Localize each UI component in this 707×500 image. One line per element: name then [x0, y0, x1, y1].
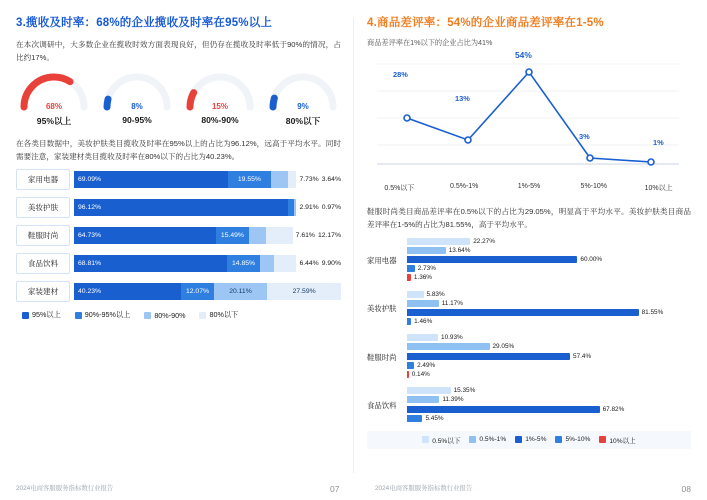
- x-tick-label: 1%-5%: [517, 183, 541, 190]
- category-label: 家装建材: [16, 281, 70, 302]
- segment-value: 2.91%: [299, 204, 319, 212]
- left-paragraph-1: 在本次调研中，大多数企业在揽收时效方面表现良好，但仍存在揽收及时率低于90%的情况，占比约17%。: [16, 40, 341, 63]
- bar-value: 29.05%: [492, 343, 515, 351]
- bar-segment: [74, 283, 181, 300]
- data-label: 1%: [653, 138, 664, 147]
- category-label: 食品饮料: [367, 401, 397, 411]
- segment-value: 19.55%: [237, 176, 261, 184]
- bar: [407, 291, 691, 298]
- line-chart-x-axis: [367, 183, 691, 193]
- stacked-row: [16, 253, 341, 274]
- segment-value: 0.97%: [321, 204, 341, 212]
- segment-value: 64.73%: [78, 232, 102, 240]
- bar: [407, 274, 691, 281]
- bar-value: 57.4%: [573, 352, 592, 360]
- gauge-label: 90-95%: [122, 114, 152, 125]
- bar-value: 5.45%: [425, 414, 444, 422]
- grouped-category: [367, 387, 691, 424]
- right-section-title: 4.商品差评率：54%的企业商品差评率在1-5%: [367, 17, 604, 29]
- legend-item: [599, 435, 635, 445]
- bar-segment: [74, 255, 227, 272]
- stacked-row: [16, 197, 341, 218]
- gauge-group: [16, 73, 341, 127]
- legend-swatch-icon: [422, 436, 429, 443]
- legend-label: 1%-5%: [525, 436, 547, 444]
- stacked-row: [16, 169, 341, 190]
- bar-segment: [288, 171, 296, 188]
- bar-value: 1.36%: [413, 274, 432, 282]
- segment-value: 40.23%: [78, 288, 102, 296]
- segment-value: 27.59%: [292, 288, 316, 296]
- segment-value: 12.07%: [185, 288, 210, 296]
- bar-value: 2.49%: [417, 361, 436, 369]
- segment-value: 7.73%: [299, 176, 319, 184]
- right-column: [353, 0, 707, 500]
- bar-segment: [74, 227, 216, 244]
- legend-swatch-icon: [75, 312, 82, 319]
- legend-item: [555, 436, 590, 443]
- gauge-value: 15%: [211, 101, 228, 111]
- footer-left-page: 07: [330, 484, 340, 494]
- category-label: 家用电器: [16, 169, 70, 190]
- bar-segment: [267, 283, 341, 300]
- segment-value: 96.12%: [78, 204, 102, 212]
- bar-value: 81.55%: [641, 308, 664, 316]
- bar: [407, 318, 691, 325]
- x-tick-label: 0.5%以下: [384, 185, 415, 192]
- bar-segment: [181, 283, 213, 300]
- stacked-row: [16, 225, 341, 246]
- right-paragraph-1: 商品差评率在1%以下的企业占比为41%: [367, 38, 493, 47]
- legend-swatch-icon: [469, 436, 476, 443]
- x-tick-label: 5%-10%: [580, 183, 608, 190]
- legend-label: 5%-10%: [565, 436, 591, 444]
- bar: [407, 406, 691, 413]
- bar: [407, 256, 691, 263]
- left-column: [0, 0, 353, 500]
- bar-value: 1.46%: [414, 318, 433, 326]
- legend-label: 10%以上: [609, 437, 636, 445]
- bar: [407, 396, 691, 403]
- gauge-item: [265, 73, 341, 127]
- legend-swatch-icon: [555, 436, 562, 443]
- legend-swatch-icon: [144, 312, 151, 319]
- bar-value: 67.82%: [602, 405, 625, 413]
- legend-label: 0.5%以下: [432, 437, 461, 445]
- segment-value: 20.11%: [229, 288, 252, 296]
- bar: [407, 362, 691, 369]
- x-tick-label: 0.5%-1%: [449, 183, 479, 190]
- bar-segment: [294, 199, 296, 216]
- bar: [407, 265, 691, 272]
- gauge-label: 80%-90%: [201, 114, 239, 125]
- line-chart: [367, 50, 691, 179]
- bar-value: 22.27%: [473, 237, 495, 245]
- bar-segment: [214, 283, 268, 300]
- bar-value: 5.83%: [426, 290, 445, 298]
- gauge-label: 80%以下: [285, 115, 321, 126]
- legend-swatch-icon: [599, 436, 606, 443]
- stacked-bar-chart: [16, 169, 341, 302]
- line-chart-svg: [367, 54, 687, 174]
- segment-value: 14.85%: [232, 260, 256, 268]
- bar-segment: [266, 227, 293, 244]
- data-label: 3%: [579, 132, 590, 141]
- category-label: 美妆护肤: [16, 197, 70, 218]
- bar: [407, 247, 691, 254]
- segment-value: 9.90%: [321, 260, 341, 268]
- bar: [407, 415, 691, 422]
- bar: [407, 353, 691, 360]
- bar-value: 10.93%: [441, 334, 463, 342]
- footer-left-text: 2024电商客服服务指标数行业报告: [16, 485, 114, 492]
- legend-item: [422, 435, 460, 445]
- grouped-legend: [367, 431, 691, 449]
- gauge-value: 8%: [131, 101, 143, 111]
- bar: [407, 300, 691, 307]
- bar-value: 2.73%: [417, 265, 436, 273]
- segment-value: 15.49%: [220, 232, 244, 240]
- bar-segment: [227, 255, 260, 272]
- category-label: 食品饮料: [16, 253, 70, 274]
- grouped-category: [367, 334, 691, 380]
- legend-item: [144, 311, 185, 320]
- bar-segment: [74, 199, 288, 216]
- right-paragraph-2: 鞋服时尚类目商品差评率在0.5%以下的占比为29.05%，明显高于平均水平。美妆护肤类目商品差评率在1-5%的占比为81.55%，高于平均水平。: [367, 207, 691, 230]
- segment-value: 6.44%: [299, 260, 319, 268]
- bar: [407, 334, 691, 341]
- stacked-row: [16, 281, 341, 302]
- segment-value: 3.64%: [321, 176, 341, 184]
- legend-swatch-icon: [515, 436, 522, 443]
- bar: [407, 238, 691, 245]
- footer-right-page: 08: [681, 484, 691, 494]
- segment-value: 12.17%: [317, 232, 341, 240]
- legend-swatch-icon: [22, 312, 29, 319]
- bar-segment: [228, 171, 271, 188]
- bar-value: 11.17%: [441, 299, 463, 307]
- bar-value: 15.35%: [453, 387, 476, 395]
- x-tick-label: 10%以上: [644, 185, 673, 192]
- bar-segment: [260, 255, 274, 272]
- legend-item: [75, 310, 131, 320]
- gauge-item: [99, 73, 175, 127]
- bar: [407, 387, 691, 394]
- legend-label: 90%-95%以上: [84, 310, 131, 320]
- data-label: 13%: [455, 94, 470, 103]
- legend-swatch-icon: [199, 312, 206, 319]
- bar-segment: [249, 227, 266, 244]
- legend-label: 95%以上: [32, 310, 61, 320]
- gauge-value: 68%: [45, 101, 62, 111]
- legend-label: 80%以下: [209, 310, 239, 320]
- category-label: 鞋服时尚: [367, 352, 397, 362]
- gauge-item: [182, 73, 258, 127]
- bar-segment: [74, 171, 228, 188]
- page-footer: [0, 474, 707, 500]
- grouped-category: [367, 238, 691, 284]
- category-label: 美妆护肤: [367, 304, 397, 314]
- category-label: 家用电器: [367, 256, 397, 266]
- stacked-legend: [22, 310, 341, 320]
- gauge-item: [16, 73, 92, 127]
- bar-segment: [216, 227, 250, 244]
- category-label: 鞋服时尚: [16, 225, 70, 246]
- legend-item: [199, 310, 238, 320]
- bar-segment: [271, 171, 288, 188]
- data-label: 54%: [515, 50, 532, 60]
- bar-value: 13.64%: [448, 246, 471, 254]
- legend-item: [22, 310, 61, 320]
- bar-segment: [274, 255, 296, 272]
- left-paragraph-2: 在各类目数据中，美妆护肤类目揽收及时率在95%以上的占比为96.12%，远高于平均水平。同时需要注意，家装建材类目揽收及时率在80%以下的占比为40.23%。: [16, 138, 341, 161]
- gauge-label: 95%以上: [36, 115, 72, 126]
- bar: [407, 343, 691, 350]
- bar-value: 60.00%: [580, 255, 603, 263]
- left-section-title: 3.揽收及时率：68%的企业揽收及时率在95%以上: [16, 17, 273, 29]
- grouped-category: [367, 291, 691, 328]
- legend-item: [469, 436, 506, 443]
- gauge-value: 9%: [297, 101, 309, 111]
- data-label: 28%: [393, 70, 408, 79]
- legend-label: 0.5%-1%: [479, 436, 507, 444]
- bar-value: 11.39%: [442, 396, 464, 404]
- segment-value: 68.81%: [78, 260, 102, 268]
- bar: [407, 371, 691, 378]
- legend-item: [515, 436, 546, 443]
- footer-right-text: 2024电商客服服务指标数行业报告: [375, 485, 473, 492]
- bar-value: 0.14%: [411, 371, 430, 378]
- grouped-bar-chart: [367, 238, 691, 424]
- segment-value: 69.09%: [78, 176, 102, 184]
- legend-label: 80%-90%: [154, 310, 186, 320]
- bar: [407, 309, 691, 316]
- segment-value: 7.61%: [295, 232, 315, 240]
